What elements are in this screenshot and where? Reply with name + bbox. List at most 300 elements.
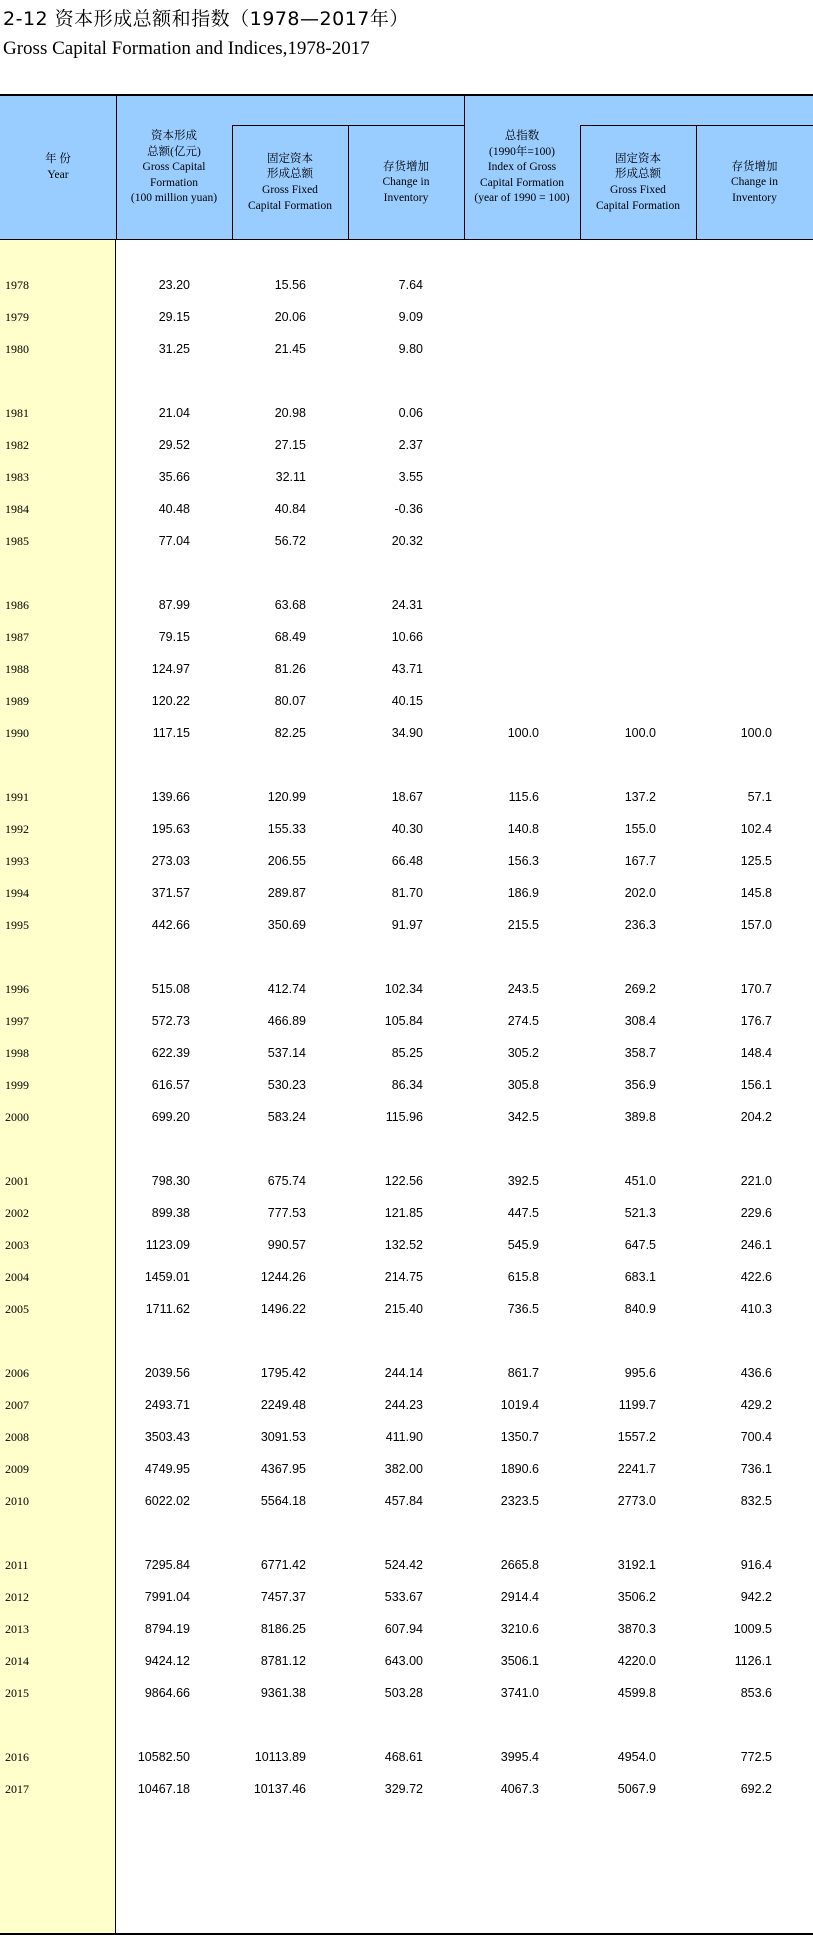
year-cell: 1993 — [5, 854, 29, 868]
index-gross-fixed-capital-cell: 269.2 — [624, 982, 656, 996]
change-in-inventory-cell: 3.55 — [398, 470, 423, 484]
gross-capital-formation-cell: 120.22 — [151, 694, 190, 708]
change-in-inventory-cell: 34.90 — [391, 726, 423, 740]
header-line: 存货增加 — [731, 160, 778, 173]
change-in-inventory-cell: 607.94 — [384, 1622, 423, 1636]
year-cell: 1998 — [5, 1046, 29, 1060]
change-in-inventory-cell: 9.09 — [398, 310, 423, 324]
gross-fixed-capital-cell: 530.23 — [267, 1078, 306, 1092]
index-gross-fixed-capital-cell: 236.3 — [624, 918, 656, 932]
table-row — [0, 1622, 813, 1642]
index-gross-fixed-capital-cell: 356.9 — [624, 1078, 656, 1092]
change-in-inventory-cell: 91.97 — [391, 918, 423, 932]
index-change-in-inventory-cell: 125.5 — [740, 854, 772, 868]
index-gross-capital-cell: 615.8 — [507, 1270, 539, 1284]
index-gross-capital-cell: 156.3 — [507, 854, 539, 868]
change-in-inventory-cell: 643.00 — [384, 1654, 423, 1668]
change-in-inventory-cell: 503.28 — [384, 1686, 423, 1700]
index-change-in-inventory-cell: 246.1 — [740, 1238, 772, 1252]
gross-capital-formation-cell: 1459.01 — [144, 1270, 190, 1284]
year-cell: 1997 — [5, 1014, 29, 1028]
index-gross-fixed-capital-cell: 840.9 — [624, 1302, 656, 1316]
header-line: (1990年=100) — [489, 145, 555, 158]
table-row — [0, 406, 813, 426]
gross-fixed-capital-cell: 537.14 — [267, 1046, 306, 1060]
year-cell: 2017 — [5, 1782, 29, 1796]
gross-capital-formation-cell: 10467.18 — [137, 1782, 190, 1796]
change-in-inventory-cell: 85.25 — [391, 1046, 423, 1060]
index-change-in-inventory-cell: 57.1 — [747, 790, 772, 804]
header-line: Year — [47, 169, 69, 181]
gross-capital-formation-cell: 29.52 — [158, 438, 190, 452]
change-in-inventory-cell: 18.67 — [391, 790, 423, 804]
header-line: Index of Gross — [487, 161, 557, 174]
year-cell: 1984 — [5, 502, 29, 516]
gross-capital-formation-cell: 124.97 — [151, 662, 190, 676]
change-in-inventory-cell: 411.90 — [385, 1430, 423, 1444]
index-change-in-inventory-cell: 221.0 — [740, 1174, 772, 1188]
gross-capital-formation-cell: 8794.19 — [144, 1622, 190, 1636]
change-in-inventory-cell: 9.80 — [398, 342, 423, 356]
year-cell: 1986 — [5, 598, 29, 612]
year-cell: 2004 — [5, 1270, 29, 1284]
header-line: Capital Formation — [247, 199, 332, 212]
index-change-in-inventory-cell: 176.7 — [740, 1014, 772, 1028]
table-row — [0, 1590, 813, 1610]
table-row — [0, 1046, 813, 1066]
index-gross-fixed-capital-cell: 647.5 — [624, 1238, 656, 1252]
gross-capital-formation-cell: 3503.43 — [144, 1430, 190, 1444]
gross-capital-formation-cell: 273.03 — [151, 854, 190, 868]
index-gross-fixed-capital-cell: 3870.3 — [617, 1622, 656, 1636]
gross-capital-formation-cell: 515.08 — [151, 982, 190, 996]
gross-capital-formation-cell: 23.20 — [158, 278, 190, 292]
gross-fixed-capital-cell: 583.24 — [267, 1110, 306, 1124]
index-gross-capital-cell: 342.5 — [507, 1110, 539, 1124]
year-cell: 1994 — [5, 886, 29, 900]
gross-fixed-capital-cell: 8781.12 — [260, 1654, 306, 1668]
year-cell: 1995 — [5, 918, 29, 932]
gross-capital-formation-cell: 29.15 — [158, 310, 190, 324]
gross-capital-formation-cell: 699.20 — [151, 1110, 190, 1124]
change-in-inventory-cell: 524.42 — [384, 1558, 423, 1572]
gross-capital-formation-cell: 35.66 — [158, 470, 190, 484]
index-gross-capital-cell: 3741.0 — [500, 1686, 539, 1700]
index-gross-capital-cell: 545.9 — [507, 1238, 539, 1252]
index-gross-fixed-capital-cell: 2773.0 — [617, 1494, 656, 1508]
year-cell: 2000 — [5, 1110, 29, 1124]
year-cell: 1988 — [5, 662, 29, 676]
gross-fixed-capital-cell: 675.74 — [267, 1174, 306, 1188]
index-change-in-inventory-cell: 148.4 — [740, 1046, 772, 1060]
table-row — [0, 534, 813, 554]
table-row — [0, 1654, 813, 1674]
change-in-inventory-cell: 215.40 — [384, 1302, 423, 1316]
gross-capital-formation-cell: 77.04 — [158, 534, 190, 548]
change-in-inventory-cell: 10.66 — [391, 630, 423, 644]
change-in-inventory-cell: 20.32 — [391, 534, 423, 548]
change-in-inventory-cell: 0.06 — [398, 406, 423, 420]
index-change-in-inventory-cell: 145.8 — [740, 886, 772, 900]
header-gross-capital-formation — [116, 96, 232, 240]
gross-fixed-capital-cell: 1244.26 — [260, 1270, 306, 1284]
table-row — [0, 630, 813, 650]
index-gross-fixed-capital-cell: 2241.7 — [617, 1462, 656, 1476]
index-change-in-inventory-cell: 157.0 — [740, 918, 772, 932]
index-change-in-inventory-cell: 942.2 — [740, 1590, 772, 1604]
gross-capital-formation-cell: 79.15 — [158, 630, 190, 644]
year-cell: 1978 — [5, 278, 29, 292]
index-gross-capital-cell: 447.5 — [507, 1206, 539, 1220]
index-change-in-inventory-cell: 1126.1 — [734, 1654, 772, 1668]
index-change-in-inventory-cell: 692.2 — [740, 1782, 772, 1796]
index-gross-fixed-capital-cell: 1199.7 — [618, 1398, 656, 1412]
gross-fixed-capital-cell: 777.53 — [267, 1206, 306, 1220]
index-gross-capital-cell: 243.5 — [507, 982, 539, 996]
table-row — [0, 1558, 813, 1578]
gross-fixed-capital-cell: 15.56 — [274, 278, 306, 292]
header-lines — [45, 152, 71, 183]
table-row — [0, 502, 813, 522]
year-cell: 1985 — [5, 534, 29, 548]
index-gross-capital-cell: 115.6 — [508, 790, 539, 804]
index-gross-fixed-capital-cell: 451.0 — [624, 1174, 656, 1188]
change-in-inventory-cell: 468.61 — [384, 1750, 423, 1764]
year-cell: 1990 — [5, 726, 29, 740]
header-line: 年 份 — [45, 153, 71, 166]
change-in-inventory-cell: 43.71 — [391, 662, 423, 676]
year-cell: 2005 — [5, 1302, 29, 1316]
gross-fixed-capital-cell: 1795.42 — [260, 1366, 306, 1380]
change-in-inventory-cell: 382.00 — [384, 1462, 423, 1476]
gross-fixed-capital-cell: 32.11 — [275, 470, 306, 484]
header-line: Change in — [731, 176, 778, 189]
table-row — [0, 1206, 813, 1226]
gross-fixed-capital-cell: 990.57 — [267, 1238, 306, 1252]
gross-fixed-capital-cell: 155.33 — [267, 822, 306, 836]
table-title-english: Gross Capital Formation and Indices,1978-2017 — [3, 38, 370, 59]
change-in-inventory-cell: 244.14 — [384, 1366, 423, 1380]
change-in-inventory-cell: 121.85 — [384, 1206, 423, 1220]
index-gross-fixed-capital-cell: 4220.0 — [617, 1654, 656, 1668]
index-change-in-inventory-cell: 422.6 — [740, 1270, 772, 1284]
header-line: Gross Fixed — [262, 184, 318, 196]
table-row — [0, 1078, 813, 1098]
table-row — [0, 470, 813, 490]
index-gross-fixed-capital-cell: 308.4 — [624, 1014, 656, 1028]
table-row — [0, 1238, 813, 1258]
gross-capital-formation-cell: 1711.62 — [145, 1302, 190, 1316]
change-in-inventory-cell: 86.34 — [391, 1078, 423, 1092]
gross-fixed-capital-cell: 289.87 — [267, 886, 306, 900]
year-cell: 1979 — [5, 310, 29, 324]
header-divider — [696, 126, 697, 240]
header-line: Capital Formation — [595, 199, 680, 212]
change-in-inventory-cell: 102.34 — [384, 982, 423, 996]
gross-capital-formation-cell: 2493.71 — [144, 1398, 190, 1412]
gross-capital-formation-cell: 6022.02 — [144, 1494, 190, 1508]
table-row — [0, 1430, 813, 1450]
gross-capital-formation-cell: 9424.12 — [144, 1654, 190, 1668]
gross-capital-formation-cell: 40.48 — [158, 502, 190, 516]
change-in-inventory-cell: 105.84 — [384, 1014, 423, 1028]
index-gross-capital-cell: 100.0 — [507, 726, 539, 740]
gross-capital-formation-cell: 195.63 — [151, 822, 190, 836]
gross-fixed-capital-cell: 21.45 — [274, 342, 306, 356]
index-change-in-inventory-cell: 170.7 — [740, 982, 772, 996]
gross-capital-formation-cell: 442.66 — [151, 918, 190, 932]
index-gross-capital-cell: 1890.6 — [500, 1462, 539, 1476]
header-year — [0, 96, 116, 240]
year-cell: 1992 — [5, 822, 29, 836]
header-line: 固定资本 — [614, 152, 661, 165]
header-divider — [580, 126, 581, 240]
header-line: 存货增加 — [382, 160, 429, 173]
index-gross-capital-cell: 2323.5 — [500, 1494, 539, 1508]
header-line: 形成总额 — [614, 168, 661, 181]
header-line: Formation — [150, 176, 198, 189]
index-change-in-inventory-cell: 772.5 — [740, 1750, 772, 1764]
index-change-in-inventory-cell: 736.1 — [740, 1462, 772, 1476]
year-cell: 2007 — [5, 1398, 29, 1412]
table-row — [0, 1782, 813, 1802]
change-in-inventory-cell: 81.70 — [391, 886, 423, 900]
gross-fixed-capital-cell: 5564.18 — [260, 1494, 306, 1508]
header-divider — [232, 126, 233, 240]
index-gross-capital-cell: 305.8 — [507, 1078, 539, 1092]
table-row — [0, 1270, 813, 1290]
gross-fixed-capital-cell: 9361.38 — [260, 1686, 306, 1700]
table-row — [0, 1110, 813, 1130]
index-gross-fixed-capital-cell: 389.8 — [624, 1110, 656, 1124]
index-gross-capital-cell: 140.8 — [507, 822, 539, 836]
gross-fixed-capital-cell: 2249.48 — [260, 1398, 306, 1412]
index-gross-capital-cell: 4067.3 — [500, 1782, 539, 1796]
gross-fixed-capital-cell: 206.55 — [267, 854, 306, 868]
index-change-in-inventory-cell: 410.3 — [740, 1302, 772, 1316]
gross-capital-formation-cell: 9864.66 — [144, 1686, 190, 1700]
header-line: Gross Capital — [142, 161, 206, 174]
header-line: (100 million yuan) — [130, 192, 218, 205]
index-gross-fixed-capital-cell: 4599.8 — [617, 1686, 656, 1700]
index-change-in-inventory-cell: 204.2 — [740, 1110, 772, 1124]
gross-fixed-capital-cell: 10113.89 — [254, 1750, 306, 1764]
index-change-in-inventory-cell: 156.1 — [740, 1078, 772, 1092]
year-cell: 2012 — [5, 1590, 29, 1604]
header-line: Inventory — [383, 191, 429, 204]
header-line: (year of 1990 = 100) — [474, 192, 570, 205]
gross-capital-formation-cell: 371.57 — [151, 886, 190, 900]
change-in-inventory-cell: 132.52 — [384, 1238, 423, 1252]
gross-capital-formation-cell: 622.39 — [151, 1046, 190, 1060]
gross-capital-formation-cell: 117.15 — [152, 726, 190, 740]
index-gross-fixed-capital-cell: 4954.0 — [617, 1750, 656, 1764]
table-row — [0, 854, 813, 874]
index-gross-fixed-capital-cell: 3506.2 — [617, 1590, 656, 1604]
year-cell: 1991 — [5, 790, 29, 804]
gross-capital-formation-cell: 7991.04 — [144, 1590, 190, 1604]
index-gross-capital-cell: 392.5 — [507, 1174, 539, 1188]
change-in-inventory-cell: -0.36 — [394, 502, 423, 516]
index-gross-fixed-capital-cell: 1557.2 — [617, 1430, 656, 1444]
year-cell: 2008 — [5, 1430, 29, 1444]
index-gross-capital-cell: 215.5 — [507, 918, 539, 932]
gross-fixed-capital-cell: 7457.37 — [260, 1590, 306, 1604]
header-line: Change in — [382, 176, 430, 189]
year-cell: 2011 — [5, 1558, 29, 1572]
table-header — [0, 94, 813, 240]
index-gross-fixed-capital-cell: 155.0 — [624, 822, 656, 836]
table-row — [0, 598, 813, 618]
index-gross-fixed-capital-cell: 100.0 — [624, 726, 656, 740]
year-cell: 2009 — [5, 1462, 29, 1476]
index-change-in-inventory-cell: 916.4 — [740, 1558, 772, 1572]
gross-capital-formation-cell: 2039.56 — [144, 1366, 190, 1380]
header-index-change-in-inventory — [696, 126, 813, 240]
year-cell: 2014 — [5, 1654, 29, 1668]
year-cell: 2002 — [5, 1206, 29, 1220]
year-cell: 2001 — [5, 1174, 29, 1188]
index-gross-fixed-capital-cell: 995.6 — [624, 1366, 656, 1380]
index-change-in-inventory-cell: 102.4 — [740, 822, 772, 836]
index-change-in-inventory-cell: 832.5 — [740, 1494, 772, 1508]
table-title-chinese: 2-12 资本形成总额和指数（1978—2017年） — [3, 8, 409, 30]
index-change-in-inventory-cell: 429.2 — [740, 1398, 772, 1412]
header-divider — [348, 126, 349, 240]
index-change-in-inventory-cell: 100.0 — [740, 726, 772, 740]
table-row — [0, 438, 813, 458]
index-gross-fixed-capital-cell: 202.0 — [624, 886, 656, 900]
year-cell: 2010 — [5, 1494, 29, 1508]
header-line: Capital Formation — [479, 176, 564, 189]
header-line: 资本形成 — [151, 130, 197, 143]
gross-fixed-capital-cell: 6771.42 — [260, 1558, 306, 1572]
gross-fixed-capital-cell: 20.98 — [274, 406, 306, 420]
gross-capital-formation-cell: 7295.84 — [144, 1558, 190, 1572]
index-gross-fixed-capital-cell: 358.7 — [624, 1046, 656, 1060]
table-row — [0, 694, 813, 714]
year-cell: 1996 — [5, 982, 29, 996]
gross-fixed-capital-cell: 466.89 — [267, 1014, 306, 1028]
table-row — [0, 822, 813, 842]
table-row — [0, 918, 813, 938]
index-gross-capital-cell: 1019.4 — [500, 1398, 539, 1412]
table-row — [0, 1494, 813, 1514]
table-row — [0, 1750, 813, 1770]
gross-fixed-capital-cell: 27.15 — [274, 438, 306, 452]
table-row — [0, 342, 813, 362]
year-cell: 1983 — [5, 470, 29, 484]
year-cell: 1980 — [5, 342, 29, 356]
gross-fixed-capital-cell: 350.69 — [267, 918, 306, 932]
gross-capital-formation-cell: 31.25 — [158, 342, 190, 356]
change-in-inventory-cell: 244.23 — [384, 1398, 423, 1412]
gross-fixed-capital-cell: 20.06 — [274, 310, 306, 324]
change-in-inventory-cell: 40.15 — [391, 694, 423, 708]
gross-capital-formation-cell: 1123.09 — [145, 1238, 190, 1252]
index-gross-capital-cell: 3995.4 — [500, 1750, 539, 1764]
gross-fixed-capital-cell: 68.49 — [274, 630, 306, 644]
gross-fixed-capital-cell: 1496.22 — [260, 1302, 306, 1316]
year-cell: 2003 — [5, 1238, 29, 1252]
gross-capital-formation-cell: 10582.50 — [137, 1750, 190, 1764]
gross-capital-formation-cell: 139.66 — [151, 790, 190, 804]
change-in-inventory-cell: 329.72 — [384, 1782, 423, 1796]
header-line: 固定资本 — [266, 152, 313, 165]
gross-fixed-capital-cell: 10137.46 — [253, 1782, 306, 1796]
change-in-inventory-cell: 7.64 — [398, 278, 423, 292]
year-cell: 1989 — [5, 694, 29, 708]
gross-capital-formation-cell: 572.73 — [151, 1014, 190, 1028]
table-row — [0, 1302, 813, 1322]
header-divider — [116, 96, 117, 240]
change-in-inventory-cell: 66.48 — [391, 854, 423, 868]
table-row — [0, 982, 813, 1002]
index-gross-capital-cell: 736.5 — [507, 1302, 539, 1316]
year-cell: 1999 — [5, 1078, 29, 1092]
gross-fixed-capital-cell: 8186.25 — [260, 1622, 306, 1636]
index-gross-capital-cell: 305.2 — [507, 1046, 539, 1060]
header-index-gross-fixed-capital — [580, 126, 696, 240]
header-change-in-inventory — [348, 126, 464, 240]
year-cell: 2013 — [5, 1622, 29, 1636]
header-gross-fixed-capital — [232, 126, 348, 240]
change-in-inventory-cell: 40.30 — [391, 822, 423, 836]
index-gross-fixed-capital-cell: 3192.1 — [617, 1558, 656, 1572]
gross-fixed-capital-cell: 80.07 — [274, 694, 306, 708]
header-line: Gross Fixed — [610, 184, 666, 196]
header-index-gross-capital — [464, 96, 580, 240]
table-row — [0, 790, 813, 810]
index-gross-capital-cell: 186.9 — [507, 886, 539, 900]
data-table — [0, 94, 813, 1874]
gross-fixed-capital-cell: 412.74 — [267, 982, 306, 996]
index-gross-fixed-capital-cell: 521.3 — [624, 1206, 656, 1220]
change-in-inventory-cell: 533.67 — [384, 1590, 423, 1604]
index-gross-fixed-capital-cell: 137.2 — [624, 790, 656, 804]
index-gross-fixed-capital-cell: 683.1 — [624, 1270, 656, 1284]
gross-capital-formation-cell: 21.04 — [158, 406, 190, 420]
year-cell: 1982 — [5, 438, 29, 452]
index-change-in-inventory-cell: 1009.5 — [733, 1622, 772, 1636]
year-cell: 2006 — [5, 1366, 29, 1380]
change-in-inventory-cell: 115.96 — [385, 1110, 423, 1124]
index-gross-fixed-capital-cell: 167.7 — [624, 854, 656, 868]
change-in-inventory-cell: 24.31 — [391, 598, 423, 612]
header-line: 总额(亿元) — [147, 145, 201, 158]
table-row — [0, 1174, 813, 1194]
index-change-in-inventory-cell: 229.6 — [740, 1206, 772, 1220]
index-gross-capital-cell: 274.5 — [507, 1014, 539, 1028]
table-row — [0, 726, 813, 746]
index-gross-capital-cell: 3506.1 — [500, 1654, 539, 1668]
gross-fixed-capital-cell: 3091.53 — [260, 1430, 306, 1444]
index-gross-fixed-capital-cell: 5067.9 — [617, 1782, 656, 1796]
gross-fixed-capital-cell: 81.26 — [274, 662, 306, 676]
header-divider — [464, 96, 465, 240]
header-line: 形成总额 — [266, 168, 313, 181]
index-gross-capital-cell: 1350.7 — [500, 1430, 539, 1444]
gross-capital-formation-cell: 4749.95 — [144, 1462, 190, 1476]
table-row — [0, 1014, 813, 1034]
gross-fixed-capital-cell: 63.68 — [274, 598, 306, 612]
index-gross-capital-cell: 861.7 — [507, 1366, 539, 1380]
gross-fixed-capital-cell: 82.25 — [274, 726, 306, 740]
table-row — [0, 886, 813, 906]
year-cell: 2015 — [5, 1686, 29, 1700]
gross-capital-formation-cell: 899.38 — [151, 1206, 190, 1220]
table-row — [0, 1398, 813, 1418]
